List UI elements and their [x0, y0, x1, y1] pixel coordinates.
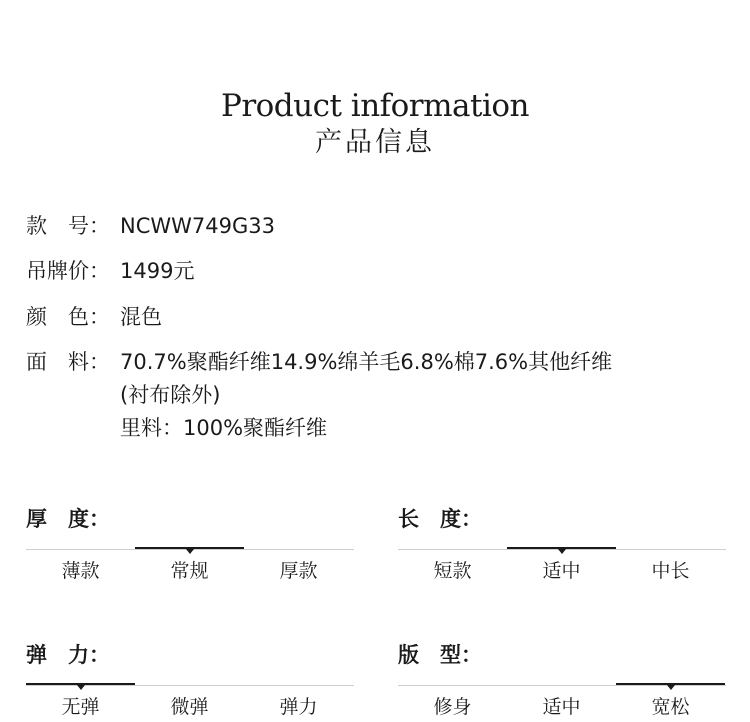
elasticity-option-stretch: 弹力 — [279, 696, 318, 718]
thickness-selected-marker — [135, 547, 244, 549]
tag-price-label: 吊牌价： — [26, 259, 110, 283]
thickness-option-regular: 常规 — [170, 560, 209, 582]
length-option-short: 短款 — [433, 560, 472, 582]
fit-scale — [398, 640, 726, 722]
elasticity-option-slight: 微弹 — [170, 696, 209, 718]
lining-value: 里料：100%聚酯纤维 — [120, 416, 328, 440]
thickness-option-thick: 厚款 — [279, 560, 318, 582]
style-number-label: 款 号： — [26, 214, 110, 238]
length-option-medium: 适中 — [542, 560, 581, 582]
style-number-value: NCWW749G33 — [120, 214, 275, 238]
length-label: 长 度： — [398, 507, 482, 531]
title-english: Product information — [220, 88, 530, 124]
fabric-label: 面 料： — [26, 350, 110, 374]
elasticity-selected-marker — [26, 683, 135, 685]
fit-option-regular: 适中 — [542, 696, 581, 718]
thickness-scale — [26, 504, 354, 594]
color-row — [26, 302, 162, 332]
fit-option-loose: 宽松 — [651, 696, 690, 718]
length-option-long: 中长 — [651, 560, 690, 582]
elasticity-option-none: 无弹 — [61, 696, 100, 718]
thickness-option-thin: 薄款 — [61, 560, 100, 582]
fit-label: 版 型： — [398, 643, 482, 667]
length-selected-marker — [507, 547, 616, 549]
fabric-value: 70.7%聚酯纤维14.9%绵羊毛6.8%棉7.6%其他纤维 — [120, 350, 613, 374]
length-scale — [398, 504, 726, 594]
elasticity-scale — [26, 640, 354, 722]
fabric-row — [26, 347, 612, 377]
fit-track — [398, 685, 726, 686]
tag-price-row — [26, 256, 194, 286]
fabric-note: (衬布除外) — [120, 383, 221, 407]
color-value: 混色 — [120, 305, 162, 329]
fit-option-slim: 修身 — [433, 696, 472, 718]
style-number-row — [26, 211, 275, 241]
elasticity-label: 弹 力： — [26, 643, 110, 667]
title-chinese: 产品信息 — [315, 127, 435, 158]
elasticity-track — [26, 685, 354, 686]
tag-price-value: 1499元 — [120, 259, 195, 283]
color-label: 颜 色： — [26, 305, 110, 329]
thickness-label: 厚 度： — [26, 507, 110, 531]
fit-selected-marker — [616, 683, 725, 685]
